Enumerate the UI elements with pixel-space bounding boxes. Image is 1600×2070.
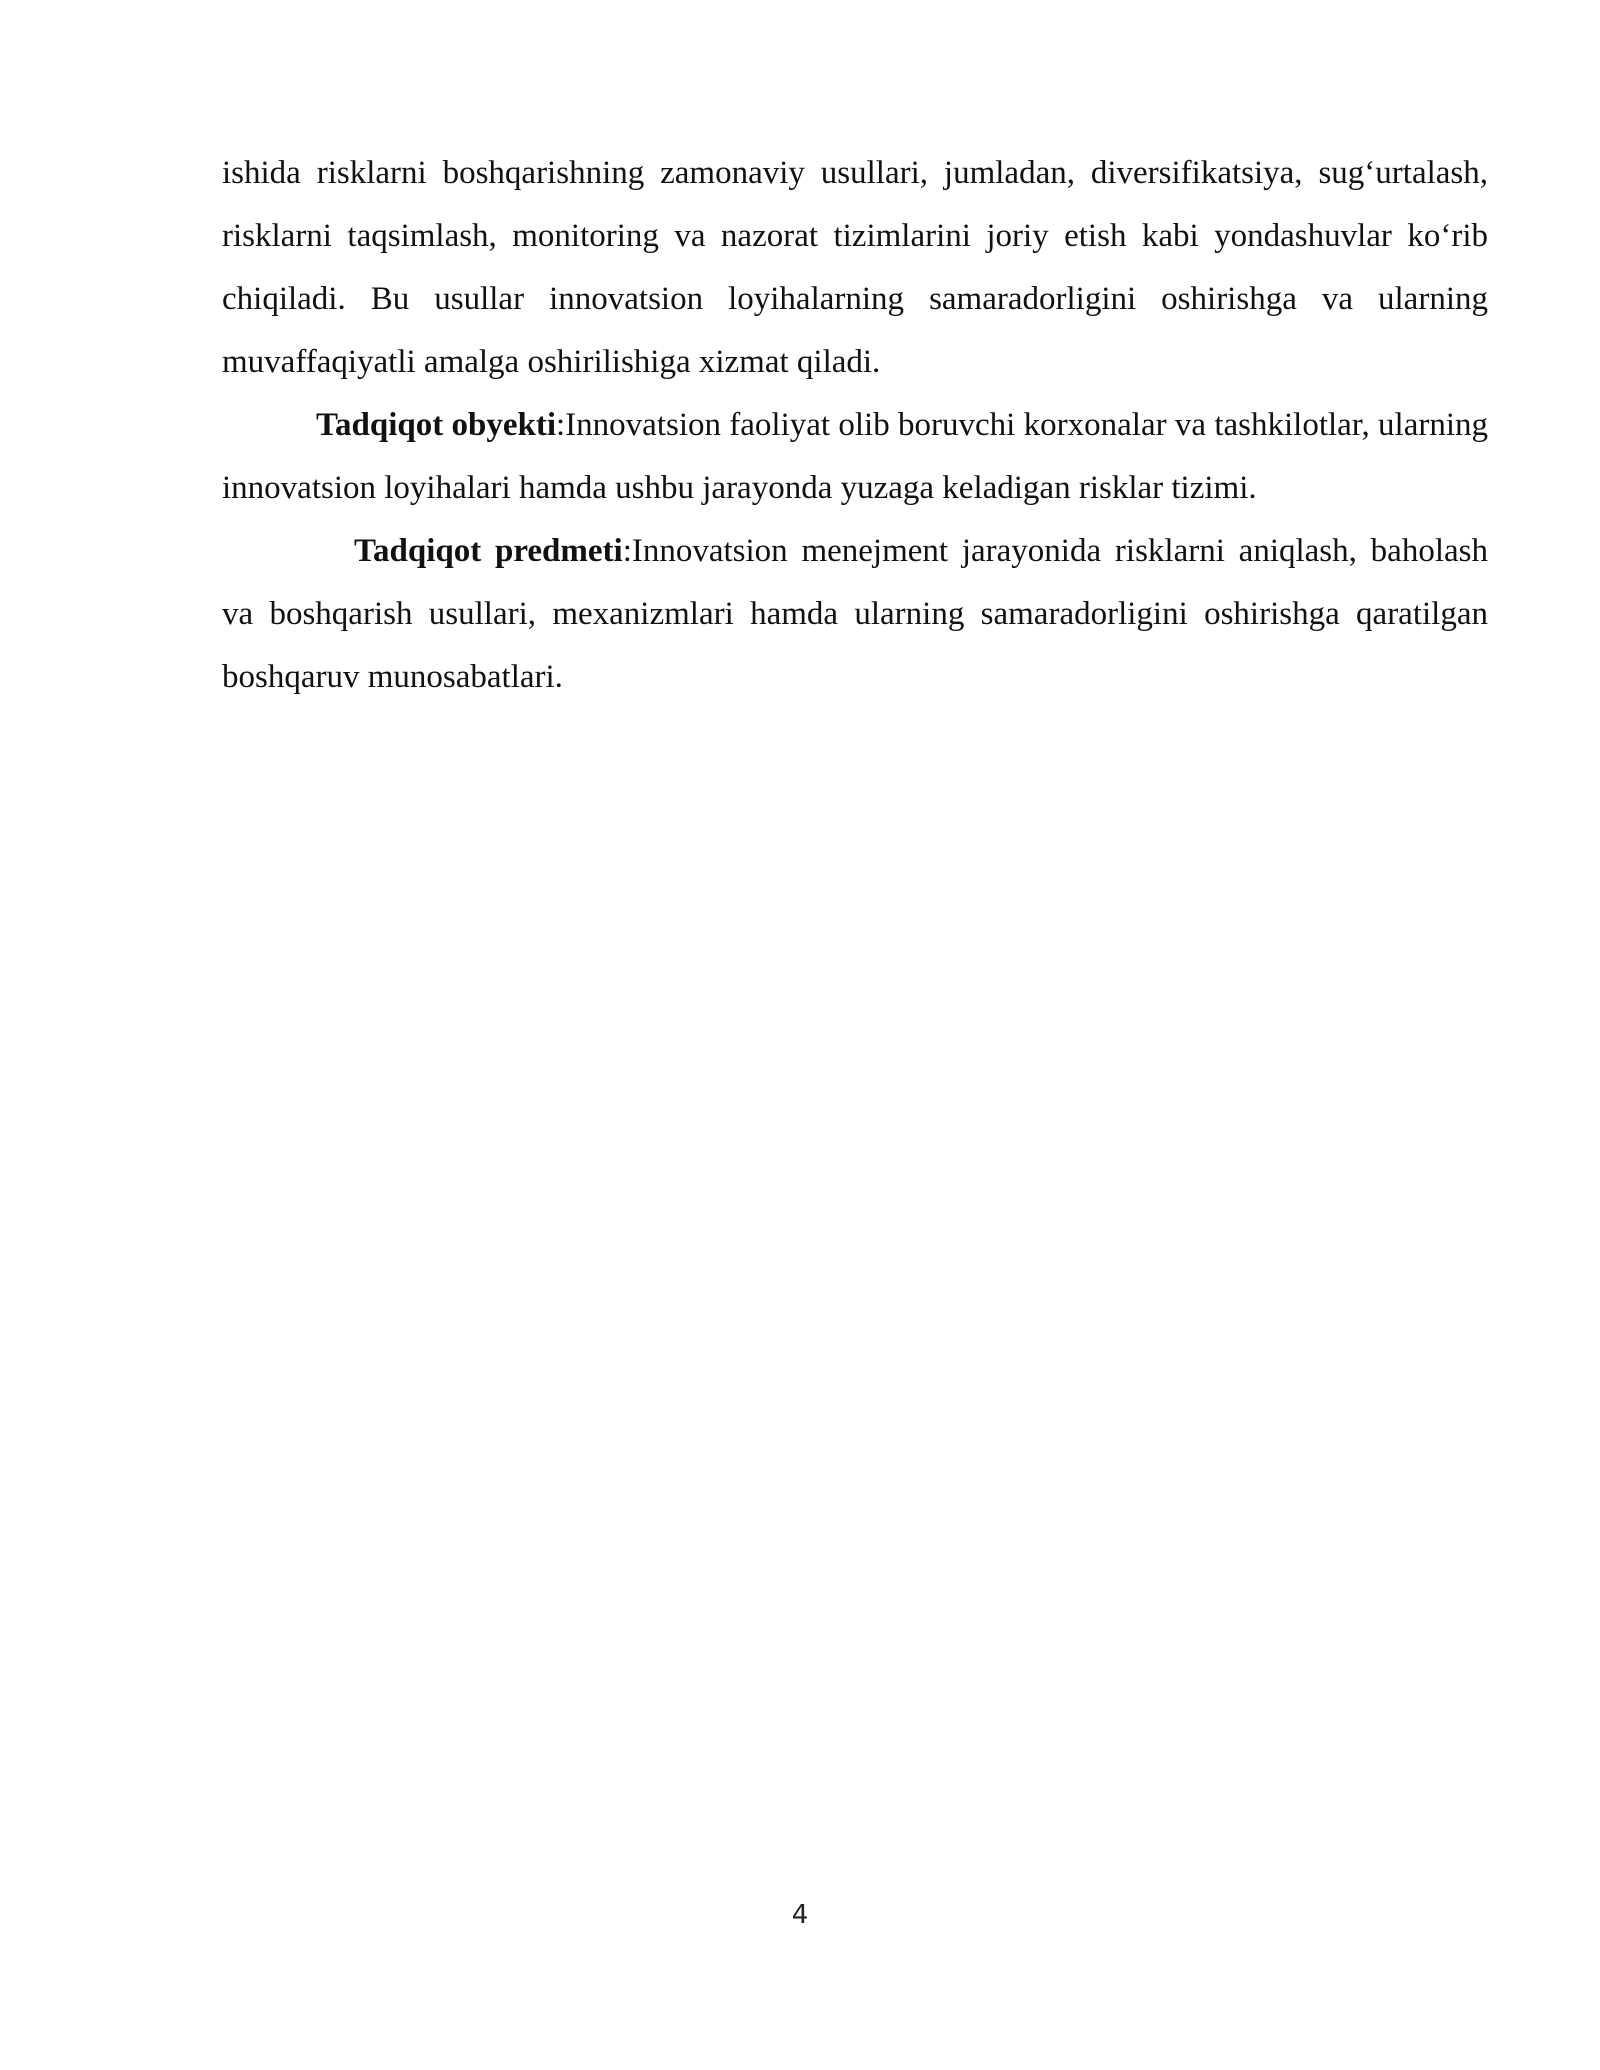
paragraph-research-object (222, 394, 1488, 520)
document-body (222, 142, 1488, 709)
paragraph-research-subject (222, 520, 1488, 709)
research-subject-term: Tadqiqot predmeti (354, 533, 623, 569)
research-subject-text: :Innovatsion menejment jarayonida risklarni aniqlash, baholash va boshqarish usullari, mexanizmlari hamda ularning samaradorligini oshirishga qaratilgan boshqaruv munosabatlari. (222, 533, 1488, 695)
research-object-term: Tadqiqot obyekti (316, 407, 557, 443)
page-number: 4 (791, 1900, 809, 1930)
paragraph-methods: ishida risklarni boshqarishning zamonaviy usullari, jumladan, diversifikatsiya, sug‘urtalash, risklarni taqsimlash, monitoring va nazorat tizimlarini joriy etish kabi yondashuvlar ko‘rib chiqiladi. Bu usullar innovatsion loyihalarning samaradorligini oshirishga va ularning muvaffaqiyatli amalga oshirilishiga xizmat qiladi. (222, 155, 1488, 380)
research-object-text: :Innovatsion faoliyat olib boruvchi korxonalar va tashkilotlar, ularning innovatsion loyihalari hamda ushbu jarayonda yuzaga keladigan risklar tizimi. (222, 407, 1488, 506)
